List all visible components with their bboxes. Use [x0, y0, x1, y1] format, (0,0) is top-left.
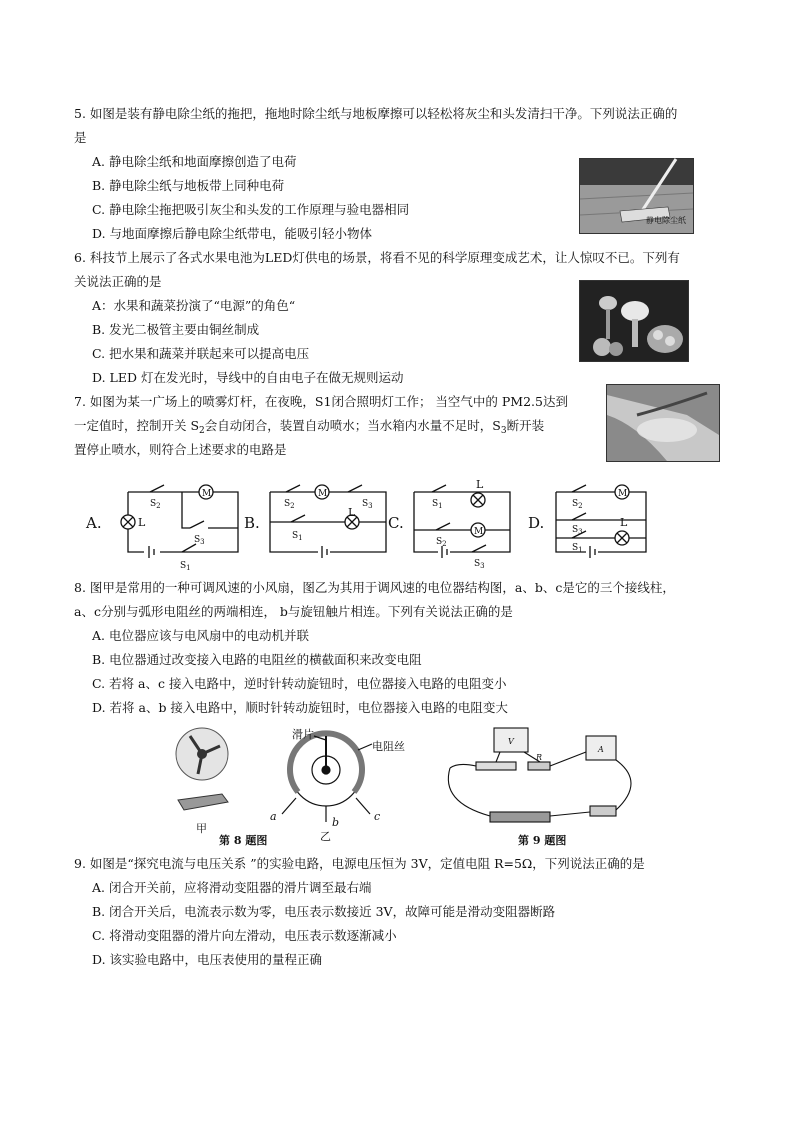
svg-text:S2: $S_2$ — [284, 499, 295, 510]
voltmeter-label: V — [508, 737, 514, 746]
q7-stem-line1: 7. 如图为某一广场上的喷雾灯杆，在夜晚，S1闭合照明灯工作； 当空气中的 PM2.5达到 — [74, 394, 568, 409]
svg-text:S3: $S_3$ — [362, 499, 373, 510]
q6-option-d: D. LED 灯在发光时，导线中的自由电子在做无规则运动 — [92, 370, 404, 385]
q8-option-b: B. 电位器通过改变接入电路的电阻丝的横截面积来改变电阻 — [92, 652, 422, 667]
q6-option-b: B. 发光二极管主要由铜丝制成 — [92, 322, 260, 337]
q5-option-b: B. 静电除尘纸与地板带上同种电荷 — [92, 178, 285, 193]
q5-mop-photo — [579, 158, 694, 234]
svg-text:M: M — [318, 489, 328, 499]
q7-spray-lamp-photo — [606, 384, 720, 462]
q5-photo-label: 静电除尘纸 — [646, 216, 686, 225]
svg-text:M: M — [474, 527, 484, 537]
svg-text:S2: $S_2$ — [150, 499, 161, 510]
svg-text:L: L — [476, 478, 484, 491]
q6-fruit-battery-photo — [579, 280, 689, 362]
q5-option-d: D. 与地面摩擦后静电除尘纸带电，能吸引轻小物体 — [92, 226, 373, 241]
q5-option-a: A. 静电除尘纸和地面摩擦创造了电荷 — [92, 154, 297, 169]
circuit-c — [414, 485, 510, 558]
ammeter-label: A — [598, 745, 604, 754]
svg-text:S2: $S_2$ — [436, 537, 447, 548]
q9-circuit-figure — [440, 722, 648, 828]
lamp-l-label: L — [138, 516, 146, 529]
q7-stem-line3: 置停止喷水，则符合上述要求的电路是 — [74, 442, 287, 457]
q8-option-c: C. 若将 a、c 接入电路中，逆时针转动旋钮时，电位器接入电路的电阻变小 — [92, 676, 507, 691]
q5-stem-line1: 5. 如图是装有静电除尘纸的拖把，拖地时除尘纸与地板摩擦可以轻松将灰尘和头发清扫干净。下列说法正确的 — [74, 106, 678, 121]
fig-jia-label: 甲 — [196, 822, 207, 835]
svg-text:S1: $S_1$ — [572, 543, 583, 554]
q6-stem-line1: 6. 科技节上展示了各式水果电池为LED灯供电的场景，将看不见的科学原理变成艺术，让人惊叹不已。下列有 — [74, 250, 680, 265]
circuit-a-label: A. — [86, 514, 102, 532]
svg-text:L: L — [348, 506, 356, 519]
q6-stem-line2: 关说法正确的是 — [74, 274, 162, 289]
motor-m-label: M — [202, 489, 212, 499]
circuit-b-label: B. — [244, 514, 260, 532]
q9-option-c: C. 将滑动变阻器的滑片向左滑动，电压表示数逐渐减小 — [92, 928, 397, 943]
q6-option-c: C. 把水果和蔬菜并联起来可以提高电压 — [92, 346, 310, 361]
fig8-caption: 第 8 题图 — [219, 834, 268, 847]
svg-text:S3: $S_3$ — [474, 559, 485, 570]
q8-stem-line2: a、c分别与弧形电阻丝的两端相连， b与旋钮触片相连。下列有关说法正确的是 — [74, 604, 513, 619]
fig9-caption: 第 9 题图 — [518, 834, 567, 847]
q8-stem-line1: 8. 图甲是常用的一种可调风速的小风扇，图乙为其用于调风速的电位器结构图，a、b、c是它的三个接线柱， — [74, 580, 675, 595]
resistor-r-label: R — [536, 753, 543, 762]
q9-option-a: A. 闭合开关前，应将滑动变阻器的滑片调至最右端 — [92, 880, 372, 895]
q7-circuit-options — [86, 478, 671, 572]
q7-stem-line2: 一定值时，控制开关 $S_2$会自动闭合，装置自动喷水；当水箱内水量不足时，$S_3$断开装 — [74, 418, 545, 436]
q8-figures — [168, 722, 408, 850]
circuit-d — [556, 485, 646, 558]
terminal-c-label: c — [374, 810, 381, 823]
circuit-d-label: D. — [528, 514, 545, 532]
circuit-b — [270, 485, 386, 558]
potentiometer-figure — [282, 733, 372, 822]
svg-text:S2: $S_2$ — [572, 499, 583, 510]
svg-text:S1: $S_1$ — [432, 499, 443, 510]
svg-text:S3: $S_3$ — [572, 525, 583, 536]
terminal-b-label: b — [332, 816, 340, 829]
q9-option-b: B. 闭合开关后，电流表示数为零，电压表示数接近 3V，故障可能是滑动变阻器断路 — [92, 904, 556, 919]
terminal-a-label: a — [270, 810, 277, 823]
q5-option-c: C. 静电除尘拖把吸引灰尘和头发的工作原理与验电器相同 — [92, 202, 410, 217]
q8-option-a: A. 电位器应该与电风扇中的电动机并联 — [92, 628, 309, 643]
q9-option-d: D. 该实验电路中，电压表使用的量程正确 — [92, 952, 323, 967]
q8-option-d: D. 若将 a、b 接入电路中，顺时针转动旋钮时，电位器接入电路的电阻变大 — [92, 700, 508, 715]
svg-text:S1: $S_1$ — [292, 531, 303, 542]
q5-stem-line2: 是 — [74, 130, 87, 145]
fan-figure — [176, 728, 228, 810]
q7-s1-label: S1 — [314, 394, 332, 409]
resistance-wire-label: 电阻丝 — [372, 740, 405, 753]
q9-stem: 9. 如图是“探究电流与电压关系 ”的实验电路，电源电压恒为 3V，定值电阻 R=5Ω，下列说法正确的是 — [74, 856, 645, 871]
q6-option-a: A：水果和蔬菜扮演了“电源”的角色“ — [92, 298, 296, 313]
svg-text:S1: $S_1$ — [180, 561, 191, 572]
svg-text:S3: $S_3$ — [194, 535, 205, 546]
svg-text:M: M — [618, 489, 628, 499]
circuit-c-label: C. — [388, 514, 404, 532]
svg-text:L: L — [620, 516, 628, 529]
fig-yi-label: 乙 — [320, 830, 331, 843]
slider-label: 滑片 — [292, 728, 314, 741]
